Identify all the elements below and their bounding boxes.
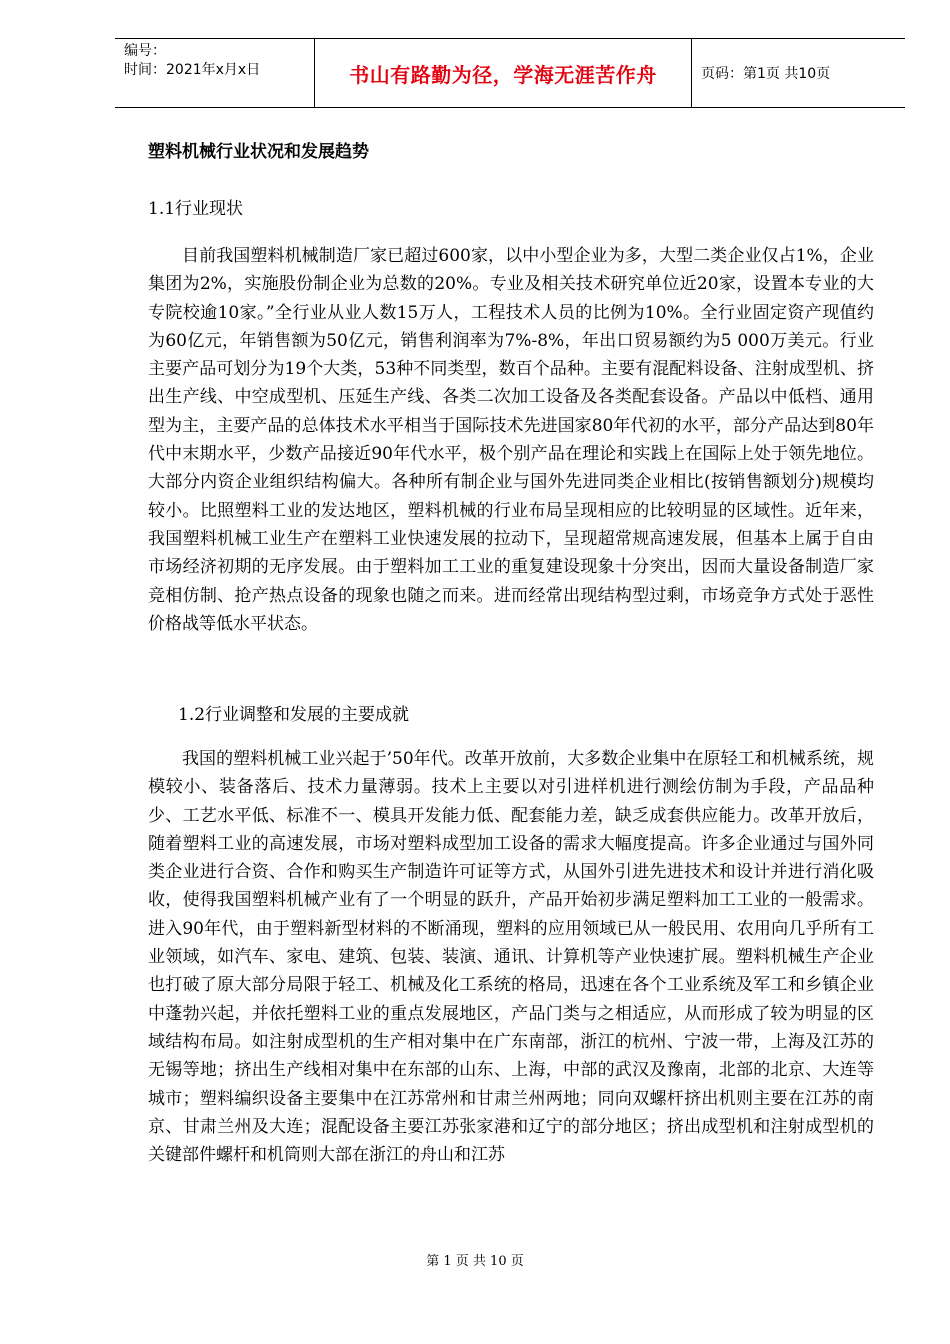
header-page-cell [692,39,905,107]
page-header [115,38,905,108]
page-footer: 第 1 页 共 10 页 [426,1254,524,1269]
section-paragraph-1-1: 目前我国塑料机械制造厂家已超过600家，以中小型企业为多，大型二类企业仅占1%，企业集团为2%，实施股份制企业为总数的20%。专业及相关技术研究单位近20家，设置本专业的大专院校逾10家。”全行业从业人数15万人，工程技术人员的比例为10%。全行业固定资产现值约为60亿元，年销售额为50亿元，销售利润率为7%-8%，年出口贸易额约为5 000万美元。行业主要产品可划分为19个大类，53种不同类型，数百个品种。主要有混配料设备、注射成型机、挤出生产线、中空成型机、压延生产线、各类二次加工设备及各类配套设备。产品以中低档、通用型为主，主要产品的总体技术水平相当于国际技术先进国家80年代初的水平，部分产品达到80年代中末期水平，少数产品接近90年代水平，极个别产品在理论和实践上在国际上处于领先地位。大部分内资企业组织结构偏大。各种所有制企业与国外先进同类企业相比(按销售额划分)规模均较小。比照塑料工业的发达地区，塑料机械的行业布局呈现相应的比较明显的区域性。近年来，我国塑料机械工业生产在塑料工业快速发展的拉动下，呈现超常规高速发展，但基本上属于自由市场经济初期的无序发展。由于塑料加工工业的重复建设现象十分突出，因而大量设备制造厂家竞相仿制、抢产热点设备的现象也随之而来。进而经常出现结构型过剩，市场竞争方式处于恶性价格战等低水平状态。 [148,246,874,634]
section-paragraph-1-2: 我国的塑料机械工业兴起于’50年代。改革开放前，大多数企业集中在原轻工和机械系统，规模较小、装备落后、技术力量薄弱。技术上主要以对引进样机进行测绘仿制为手段，产品品种少、工艺水平低、标准不一、模具开发能力低、配套能力差，缺乏成套供应能力。改革开放后，随着塑料工业的高速发展，市场对塑料成型加工设备的需求大幅度提高。许多企业通过与国外同类企业进行合资、合作和购买生产制造许可证等方式，从国外引进先进技术和设计并进行消化吸收，使得我国塑料机械产业有了一个明显的跃升，产品开始初步满足塑料加工工业的一般需求。进入90年代，由于塑料新型材料的不断涌现，塑料的应用领域已从一般民用、农用向几乎所有工业领域，如汽车、家电、建筑、包装、装演、通讯、计算机等产业快速扩展。塑料机械生产企业也打破了原大部分局限于轻工、机械及化工系统的格局，迅速在各个工业系统及军工和乡镇企业中蓬勃兴起，并依托塑料工业的重点发展地区，产品门类与之相适应，从而形成了较为明显的区域结构布局。如注射成型机的生产相对集中在广东南部，浙江的杭州、宁波一带，上海及江苏的无锡等地；挤出生产线相对集中在东部的山东、上海，中部的武汉及豫南，北部的北京、大连等城市；塑料编织设备主要集中在江苏常州和甘肃兰州两地；同向双螺杆挤出机则主要在江苏的南京、甘肃兰州及大连；混配设备主要江苏张家港和辽宁的部分地区；挤出成型机和注射成型机的关键部件螺杆和机筒则大部在浙江的舟山和江苏 [148,749,874,1166]
motto-text: 书山有路勤为径，学海无涯苦作舟 [349,62,657,87]
section-heading-1-2: 1.2行业调整和发展的主要成就 [178,705,410,725]
time-label: 时间：2021年x月x日 [124,62,261,78]
header-motto-cell [315,39,692,107]
header-meta-cell [115,39,315,107]
number-label: 编号： [124,43,166,59]
section-heading-1-1: 1.1行业现状 [148,199,244,219]
page-info: 页码：第1页 共10页 [701,66,831,82]
document-title: 塑料机械行业状况和发展趋势 [148,142,369,162]
